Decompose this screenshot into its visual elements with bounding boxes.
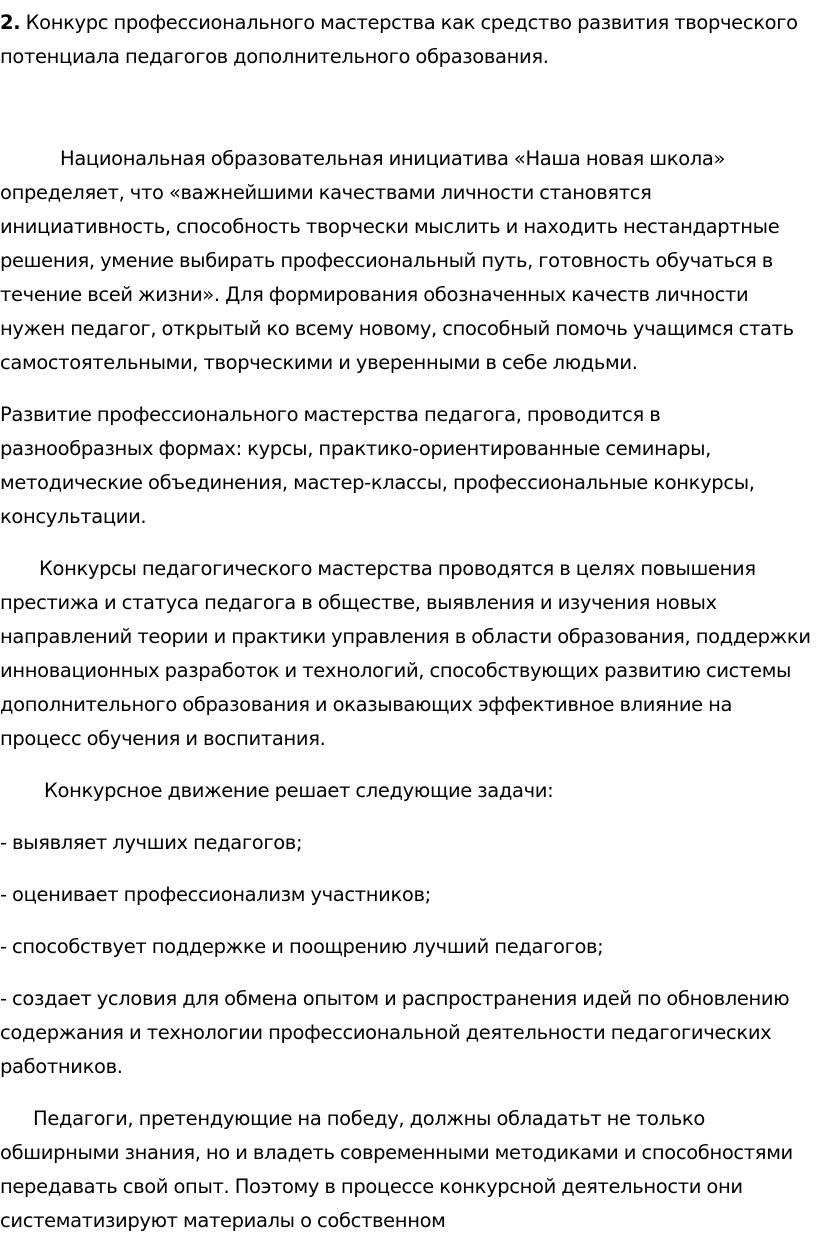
task-item: - оценивает профессионализм участников; — [0, 883, 431, 906]
section-heading — [0, 6, 812, 74]
paragraph-contest-goals: Конкурсы педагогического мастерства проводятся в целях повышения престижа и статуса педагога в обществе, выявления и изучения новых направлений теории и практики управления в области образования, поддержки инновационных разработок и технологий, способствующих развитию системы дополнительного образования и оказывающих эффективное влияние на процесс обучения и воспитания. — [0, 557, 811, 750]
task-item: - выявляет лучших педагогов; — [0, 831, 303, 854]
paragraph-development-forms: Развитие профессионального мастерства педагога, проводится в разнообразных формах: курсы, практико-ориентированные семинары, методические объединения, мастер-классы, профессиональные конкурсы, консультации. — [0, 403, 755, 528]
task-item: - создает условия для обмена опытом и распространения идей по обновлению содержания и технологии профессиональной деятельности педагогических работников. — [0, 987, 790, 1078]
section-title: Конкурс профессионального мастерства как средство развития творческого потенциала педагогов дополнительного образования. — [0, 11, 798, 68]
paragraph-closing: Педагоги, претендующие на победу, должны обладатьт не только обширными знания, но и владеть современными методиками и способностями передавать свой опыт. Поэтому в процессе конкурсной деятельности они систематизируют материалы о собственном — [0, 1107, 793, 1232]
task-item: - способствует поддержке и поощрению лучший педагогов; — [0, 935, 604, 958]
paragraph-tasks-intro: Конкурсное движение решает следующие задачи: — [44, 779, 554, 802]
paragraph-initiative: Национальная образовательная инициатива «Наша новая школа» определяет, что «важнейшими качествами личности становятся инициативность, способность творчески мыслить и находить нестандартные решения, умение выбирать профессиональный путь, готовность обучаться в течение всей жизни». Для формирования обозначенных качеств личности нужен педагог, открытый ко всему новому, способный помочь учащимся стать самостоятельными, творческими и уверенными в себе людьми. — [0, 147, 794, 374]
section-number: 2. — [0, 11, 21, 34]
